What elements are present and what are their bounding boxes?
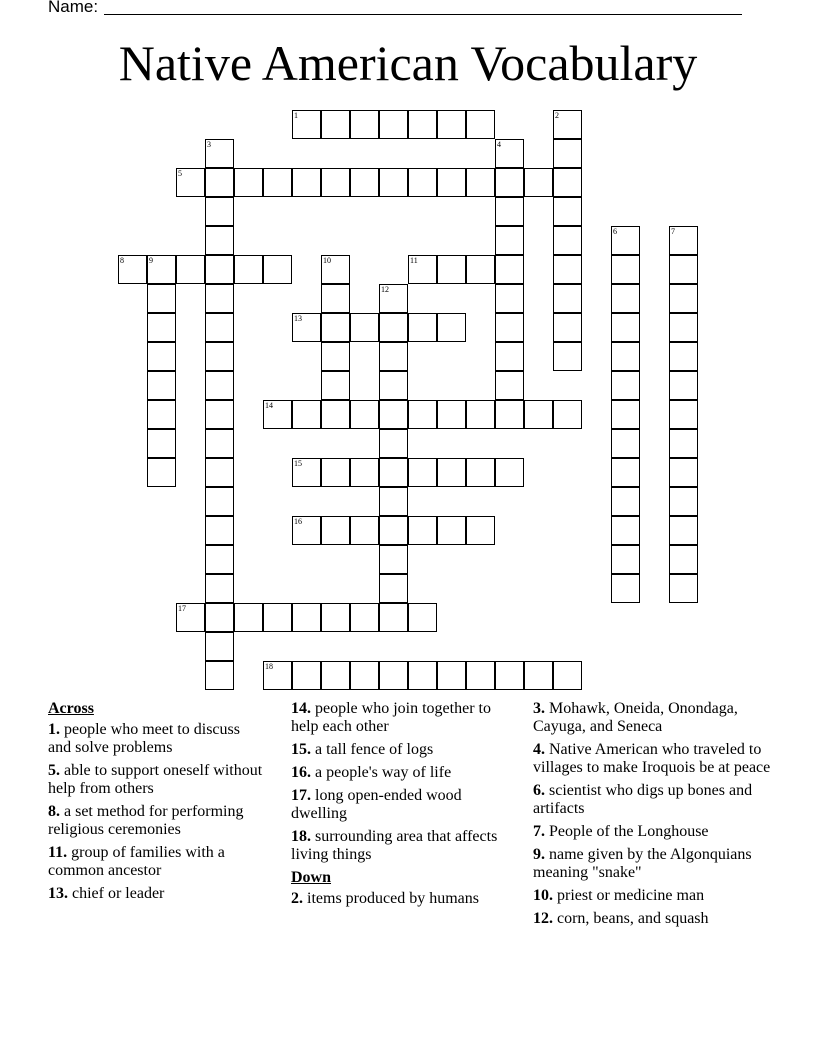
grid-cell[interactable] bbox=[669, 371, 698, 400]
clue-number: 3. bbox=[533, 700, 545, 717]
cell-number: 13 bbox=[294, 314, 302, 323]
grid-cell[interactable] bbox=[466, 516, 495, 545]
grid-cell[interactable] bbox=[350, 603, 379, 632]
clue-item bbox=[291, 700, 509, 736]
grid-cell[interactable] bbox=[321, 342, 350, 371]
cell-number: 4 bbox=[497, 140, 501, 149]
clues-column-2 bbox=[291, 700, 509, 913]
clues-column-3 bbox=[533, 700, 773, 933]
grid-cell[interactable] bbox=[176, 603, 205, 632]
clue-text: scientist who digs up bones and artifacts bbox=[533, 782, 753, 817]
cell-number: 16 bbox=[294, 517, 302, 526]
grid-cell[interactable] bbox=[379, 284, 408, 313]
grid-cell[interactable] bbox=[495, 226, 524, 255]
grid-cell[interactable] bbox=[495, 197, 524, 226]
grid-cell[interactable] bbox=[205, 429, 234, 458]
grid-cell[interactable] bbox=[234, 255, 263, 284]
grid-cell[interactable] bbox=[466, 400, 495, 429]
grid-cell[interactable] bbox=[408, 400, 437, 429]
grid-cell[interactable] bbox=[553, 284, 582, 313]
grid-cell[interactable] bbox=[553, 661, 582, 690]
page-title: Native American Vocabulary bbox=[118, 35, 698, 91]
grid-cell[interactable] bbox=[611, 284, 640, 313]
grid-cell[interactable] bbox=[205, 313, 234, 342]
grid-cell[interactable] bbox=[176, 255, 205, 284]
grid-cell[interactable] bbox=[611, 255, 640, 284]
clue-text: Mohawk, Oneida, Onondaga, Cayuga, and Seneca bbox=[533, 700, 738, 735]
grid-cell[interactable] bbox=[437, 255, 466, 284]
cell-number: 17 bbox=[178, 604, 186, 613]
grid-cell[interactable] bbox=[292, 661, 321, 690]
grid-cell[interactable] bbox=[553, 110, 582, 139]
grid-cell[interactable] bbox=[524, 661, 553, 690]
grid-cell[interactable] bbox=[321, 284, 350, 313]
grid-cell[interactable] bbox=[495, 400, 524, 429]
grid-cell[interactable] bbox=[611, 371, 640, 400]
grid-cell[interactable] bbox=[379, 429, 408, 458]
grid-cell[interactable] bbox=[379, 371, 408, 400]
clue-item bbox=[533, 846, 773, 882]
clue-text: name given by the Algonquians meaning "snake" bbox=[533, 846, 752, 881]
grid-cell[interactable] bbox=[234, 168, 263, 197]
grid-cell[interactable] bbox=[379, 342, 408, 371]
grid-cell[interactable] bbox=[611, 400, 640, 429]
grid-cell[interactable] bbox=[495, 661, 524, 690]
grid-cell[interactable] bbox=[379, 487, 408, 516]
grid-cell[interactable] bbox=[350, 110, 379, 139]
clue-text: corn, beans, and squash bbox=[557, 910, 709, 927]
grid-cell[interactable] bbox=[408, 255, 437, 284]
clue-item bbox=[291, 764, 509, 782]
grid-cell[interactable] bbox=[495, 284, 524, 313]
grid-cell[interactable] bbox=[669, 400, 698, 429]
grid-cell[interactable] bbox=[147, 342, 176, 371]
grid-cell[interactable] bbox=[147, 371, 176, 400]
clue-number: 1. bbox=[48, 721, 60, 738]
grid-cell[interactable] bbox=[321, 661, 350, 690]
clue-number: 13. bbox=[48, 885, 68, 902]
grid-cell[interactable] bbox=[408, 168, 437, 197]
grid-cell[interactable] bbox=[350, 400, 379, 429]
grid-cell[interactable] bbox=[437, 110, 466, 139]
grid-cell[interactable] bbox=[379, 313, 408, 342]
cell-number: 10 bbox=[323, 256, 331, 265]
grid-cell[interactable] bbox=[350, 313, 379, 342]
grid-cell[interactable] bbox=[205, 603, 234, 632]
grid-cell[interactable] bbox=[553, 139, 582, 168]
grid-cell[interactable] bbox=[466, 110, 495, 139]
grid-cell[interactable] bbox=[205, 632, 234, 661]
grid-cell[interactable] bbox=[205, 458, 234, 487]
grid-cell[interactable] bbox=[495, 168, 524, 197]
grid-cell[interactable] bbox=[321, 255, 350, 284]
grid-cell[interactable] bbox=[437, 313, 466, 342]
cell-number: 2 bbox=[555, 111, 559, 120]
grid-cell[interactable] bbox=[553, 168, 582, 197]
grid-cell[interactable] bbox=[437, 400, 466, 429]
grid-cell[interactable] bbox=[379, 661, 408, 690]
grid-cell[interactable] bbox=[611, 342, 640, 371]
grid-cell[interactable] bbox=[524, 168, 553, 197]
grid-cell[interactable] bbox=[321, 603, 350, 632]
clue-text: items produced by humans bbox=[307, 890, 479, 907]
grid-cell[interactable] bbox=[350, 516, 379, 545]
grid-cell[interactable] bbox=[118, 255, 147, 284]
cell-number: 1 bbox=[294, 111, 298, 120]
grid-cell[interactable] bbox=[408, 661, 437, 690]
grid-cell[interactable] bbox=[495, 342, 524, 371]
clue-item bbox=[533, 887, 773, 905]
clue-text: long open-ended wood dwelling bbox=[291, 787, 462, 822]
clue-number: 18. bbox=[291, 828, 311, 845]
grid-cell[interactable] bbox=[466, 661, 495, 690]
clue-text: People of the Longhouse bbox=[549, 823, 709, 840]
grid-cell[interactable] bbox=[495, 255, 524, 284]
grid-cell[interactable] bbox=[495, 458, 524, 487]
clue-text: group of families with a common ancestor bbox=[48, 844, 225, 879]
clue-item bbox=[291, 741, 509, 759]
grid-cell[interactable] bbox=[669, 487, 698, 516]
grid-cell[interactable] bbox=[205, 516, 234, 545]
grid-cell[interactable] bbox=[495, 139, 524, 168]
grid-cell[interactable] bbox=[437, 661, 466, 690]
grid-cell[interactable] bbox=[466, 168, 495, 197]
clue-item bbox=[533, 700, 773, 736]
clue-number: 17. bbox=[291, 787, 311, 804]
clue-number: 14. bbox=[291, 700, 311, 717]
grid-cell[interactable] bbox=[263, 400, 292, 429]
grid-cell[interactable] bbox=[205, 197, 234, 226]
clue-text: priest or medicine man bbox=[557, 887, 705, 904]
grid-cell[interactable] bbox=[611, 516, 640, 545]
grid-cell[interactable] bbox=[408, 516, 437, 545]
clue-text: people who join together to help each other bbox=[291, 700, 491, 735]
cell-number: 7 bbox=[671, 227, 675, 236]
grid-cell[interactable] bbox=[205, 371, 234, 400]
clue-item bbox=[48, 762, 263, 798]
grid-cell[interactable] bbox=[553, 226, 582, 255]
grid-cell[interactable] bbox=[321, 168, 350, 197]
grid-cell[interactable] bbox=[176, 168, 205, 197]
grid-cell[interactable] bbox=[611, 545, 640, 574]
grid-cell[interactable] bbox=[495, 371, 524, 400]
grid-cell[interactable] bbox=[466, 458, 495, 487]
grid-cell[interactable] bbox=[147, 429, 176, 458]
grid-cell[interactable] bbox=[379, 516, 408, 545]
across-heading: Across bbox=[48, 700, 94, 717]
cell-number: 15 bbox=[294, 459, 302, 468]
grid-cell[interactable] bbox=[321, 313, 350, 342]
grid-cell[interactable] bbox=[408, 313, 437, 342]
grid-cell[interactable] bbox=[553, 313, 582, 342]
grid-cell[interactable] bbox=[669, 429, 698, 458]
clue-item bbox=[291, 828, 509, 864]
grid-cell[interactable] bbox=[263, 168, 292, 197]
grid-cell[interactable] bbox=[669, 342, 698, 371]
cell-number: 14 bbox=[265, 401, 273, 410]
grid-cell[interactable] bbox=[611, 574, 640, 603]
grid-cell[interactable] bbox=[321, 516, 350, 545]
grid-cell[interactable] bbox=[292, 313, 321, 342]
clue-item bbox=[48, 803, 263, 839]
clue-number: 6. bbox=[533, 782, 545, 799]
cell-number: 5 bbox=[178, 169, 182, 178]
grid-cell[interactable] bbox=[205, 661, 234, 690]
grid-cell[interactable] bbox=[205, 139, 234, 168]
clue-number: 8. bbox=[48, 803, 60, 820]
grid-cell[interactable] bbox=[466, 255, 495, 284]
grid-cell[interactable] bbox=[437, 168, 466, 197]
clue-text: people who meet to discuss and solve problems bbox=[48, 721, 240, 756]
clue-item bbox=[291, 890, 509, 908]
grid-cell[interactable] bbox=[553, 342, 582, 371]
clue-number: 16. bbox=[291, 764, 311, 781]
clue-text: chief or leader bbox=[72, 885, 165, 902]
grid-cell[interactable] bbox=[350, 168, 379, 197]
cell-number: 11 bbox=[410, 256, 418, 265]
grid-cell[interactable] bbox=[669, 545, 698, 574]
grid-cell[interactable] bbox=[611, 487, 640, 516]
grid-cell[interactable] bbox=[292, 516, 321, 545]
grid-cell[interactable] bbox=[205, 487, 234, 516]
grid-cell[interactable] bbox=[553, 197, 582, 226]
grid-cell[interactable] bbox=[147, 255, 176, 284]
clue-number: 2. bbox=[291, 890, 303, 907]
grid-cell[interactable] bbox=[611, 226, 640, 255]
clue-item bbox=[533, 741, 773, 777]
grid-cell[interactable] bbox=[205, 284, 234, 313]
grid-cell[interactable] bbox=[350, 661, 379, 690]
grid-cell[interactable] bbox=[205, 255, 234, 284]
name-label: Name: bbox=[48, 0, 99, 16]
clue-text: surrounding area that affects living things bbox=[291, 828, 498, 863]
clue-number: 11. bbox=[48, 844, 68, 861]
grid-cell[interactable] bbox=[553, 400, 582, 429]
cell-number: 12 bbox=[381, 285, 389, 294]
clue-text: Native American who traveled to villages to make Iroquois be at peace bbox=[533, 741, 771, 776]
grid-cell[interactable] bbox=[669, 458, 698, 487]
grid-cell[interactable] bbox=[379, 458, 408, 487]
clue-item bbox=[291, 787, 509, 823]
clue-item bbox=[533, 823, 773, 841]
grid-cell[interactable] bbox=[408, 110, 437, 139]
grid-cell[interactable] bbox=[495, 313, 524, 342]
clue-item bbox=[48, 885, 263, 903]
clue-number: 15. bbox=[291, 741, 311, 758]
down-heading: Down bbox=[291, 869, 332, 886]
grid-cell[interactable] bbox=[524, 400, 553, 429]
grid-cell[interactable] bbox=[408, 458, 437, 487]
cell-number: 8 bbox=[120, 256, 124, 265]
grid-cell[interactable] bbox=[292, 168, 321, 197]
grid-cell[interactable] bbox=[669, 516, 698, 545]
grid-cell[interactable] bbox=[205, 226, 234, 255]
clue-item bbox=[48, 844, 263, 880]
clue-text: able to support oneself without help from others bbox=[48, 762, 263, 797]
grid-cell[interactable] bbox=[321, 400, 350, 429]
grid-cell[interactable] bbox=[379, 603, 408, 632]
grid-cell[interactable] bbox=[321, 110, 350, 139]
grid-cell[interactable] bbox=[147, 284, 176, 313]
grid-cell[interactable] bbox=[205, 168, 234, 197]
grid-cell[interactable] bbox=[234, 603, 263, 632]
grid-cell[interactable] bbox=[379, 168, 408, 197]
cell-number: 6 bbox=[613, 227, 617, 236]
clue-number: 7. bbox=[533, 823, 545, 840]
clue-text: a tall fence of logs bbox=[315, 741, 434, 758]
grid-cell[interactable] bbox=[669, 574, 698, 603]
grid-cell[interactable] bbox=[350, 458, 379, 487]
grid-cell[interactable] bbox=[379, 400, 408, 429]
clue-number: 10. bbox=[533, 887, 553, 904]
grid-cell[interactable] bbox=[437, 458, 466, 487]
clue-number: 12. bbox=[533, 910, 553, 927]
grid-cell[interactable] bbox=[292, 110, 321, 139]
grid-cell[interactable] bbox=[147, 400, 176, 429]
grid-cell[interactable] bbox=[205, 574, 234, 603]
grid-cell[interactable] bbox=[205, 545, 234, 574]
grid-cell[interactable] bbox=[669, 255, 698, 284]
grid-cell[interactable] bbox=[292, 400, 321, 429]
clue-number: 5. bbox=[48, 762, 60, 779]
clue-number: 9. bbox=[533, 846, 545, 863]
grid-cell[interactable] bbox=[611, 313, 640, 342]
grid-cell[interactable] bbox=[147, 458, 176, 487]
grid-cell[interactable] bbox=[263, 255, 292, 284]
clues-column-1 bbox=[48, 700, 263, 908]
clue-text: a set method for performing religious ceremonies bbox=[48, 803, 244, 838]
grid-cell[interactable] bbox=[379, 574, 408, 603]
grid-cell[interactable] bbox=[205, 342, 234, 371]
grid-cell[interactable] bbox=[263, 661, 292, 690]
clue-number: 4. bbox=[533, 741, 545, 758]
grid-cell[interactable] bbox=[379, 545, 408, 574]
clue-item bbox=[533, 782, 773, 818]
grid-cell[interactable] bbox=[669, 226, 698, 255]
clue-text: a people's way of life bbox=[315, 764, 452, 781]
grid-cell[interactable] bbox=[611, 429, 640, 458]
grid-cell[interactable] bbox=[437, 516, 466, 545]
grid-cell[interactable] bbox=[553, 255, 582, 284]
grid-cell[interactable] bbox=[147, 313, 176, 342]
grid-cell[interactable] bbox=[292, 603, 321, 632]
clue-item bbox=[533, 910, 773, 928]
cell-number: 9 bbox=[149, 256, 153, 265]
cell-number: 3 bbox=[207, 140, 211, 149]
grid-cell[interactable] bbox=[263, 603, 292, 632]
grid-cell[interactable] bbox=[379, 110, 408, 139]
clue-item bbox=[48, 721, 263, 757]
grid-cell[interactable] bbox=[292, 458, 321, 487]
grid-cell[interactable] bbox=[205, 400, 234, 429]
grid-cell[interactable] bbox=[408, 603, 437, 632]
grid-cell[interactable] bbox=[611, 458, 640, 487]
grid-cell[interactable] bbox=[321, 458, 350, 487]
cell-number: 18 bbox=[265, 662, 273, 671]
grid-cell[interactable] bbox=[321, 371, 350, 400]
grid-cell[interactable] bbox=[669, 284, 698, 313]
grid-cell[interactable] bbox=[669, 313, 698, 342]
